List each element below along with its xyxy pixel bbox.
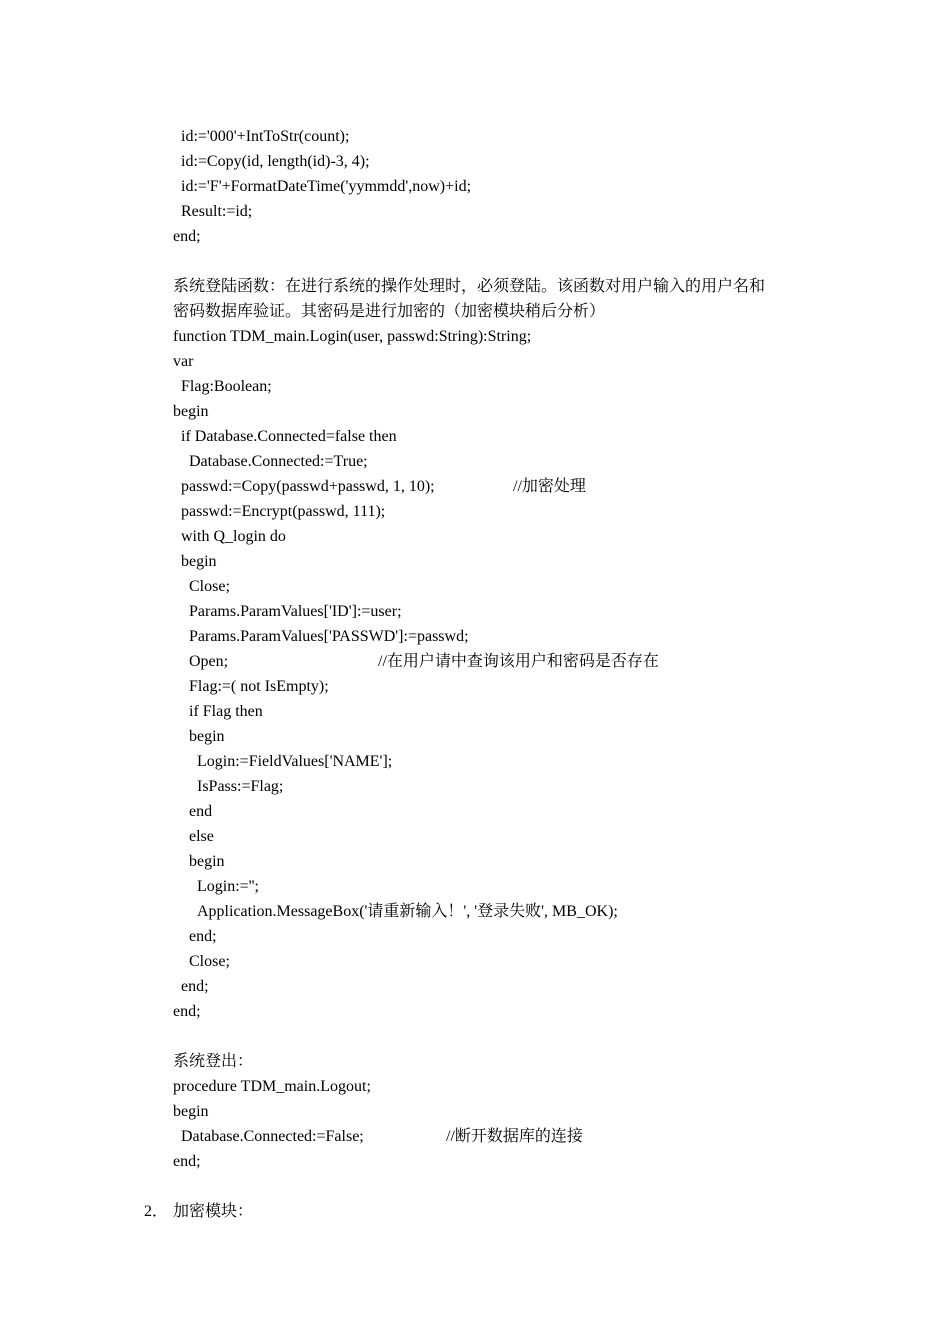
section-number: 2．	[144, 1203, 169, 1220]
code-line: begin	[181, 553, 217, 570]
login-description: 密码数据库验证。其密码是进行加密的（加密模块稍后分析）	[173, 303, 606, 320]
section-heading: 加密模块：	[173, 1203, 254, 1220]
code-comment: //断开数据库的连接	[446, 1128, 583, 1145]
code-line: id:=Copy(id, length(id)-3, 4);	[181, 153, 370, 170]
code-line: procedure TDM_main.Logout;	[173, 1078, 371, 1095]
logout-heading: 系统登出：	[173, 1053, 254, 1070]
code-line: Database.Connected:=True;	[189, 453, 368, 470]
code-line: Open;	[189, 653, 229, 670]
code-line: IsPass:=Flag;	[197, 778, 284, 795]
code-line: end;	[181, 978, 209, 995]
code-line: Params.ParamValues['PASSWD']:=passwd;	[189, 628, 469, 645]
code-comment: //加密处理	[513, 478, 586, 495]
code-line: Params.ParamValues['ID']:=user;	[189, 603, 402, 620]
login-description: 系统登陆函数：在进行系统的操作处理时，必须登陆。该函数对用户输入的用户名和	[173, 278, 766, 295]
code-line: Result:=id;	[181, 203, 253, 220]
code-line: else	[189, 828, 214, 845]
code-line: if Database.Connected=false then	[181, 428, 397, 445]
code-line: var	[173, 353, 194, 370]
code-comment: //在用户请中查询该用户和密码是否存在	[378, 653, 659, 670]
code-line: Close;	[189, 953, 230, 970]
code-line: begin	[189, 853, 225, 870]
code-line: function TDM_main.Login(user, passwd:String):String;	[173, 328, 532, 345]
code-line: Flag:Boolean;	[181, 378, 272, 395]
code-line: end;	[173, 228, 201, 245]
code-line: begin	[173, 403, 209, 420]
code-line: with Q_login do	[181, 528, 286, 545]
code-line: begin	[173, 1103, 209, 1120]
code-line: id:='F'+FormatDateTime('yymmdd',now)+id;	[181, 178, 472, 195]
code-line: Close;	[189, 578, 230, 595]
code-line: Application.MessageBox('请重新输入！', '登录失败', MB_OK);	[197, 903, 618, 920]
code-line: Login:='';	[197, 878, 259, 895]
code-line: if Flag then	[189, 703, 263, 720]
code-line: Flag:=( not IsEmpty);	[189, 678, 329, 695]
code-line: passwd:=Copy(passwd+passwd, 1, 10);	[181, 478, 435, 495]
code-line: end;	[173, 1003, 201, 1020]
code-line: id:='000'+IntToStr(count);	[181, 128, 350, 145]
code-line: begin	[189, 728, 225, 745]
code-line: passwd:=Encrypt(passwd, 111);	[181, 503, 386, 520]
code-line: end	[189, 803, 213, 820]
code-line: end;	[173, 1153, 201, 1170]
code-line: Database.Connected:=False;	[181, 1128, 364, 1145]
code-line: Login:=FieldValues['NAME'];	[197, 753, 393, 770]
code-line: end;	[189, 928, 217, 945]
